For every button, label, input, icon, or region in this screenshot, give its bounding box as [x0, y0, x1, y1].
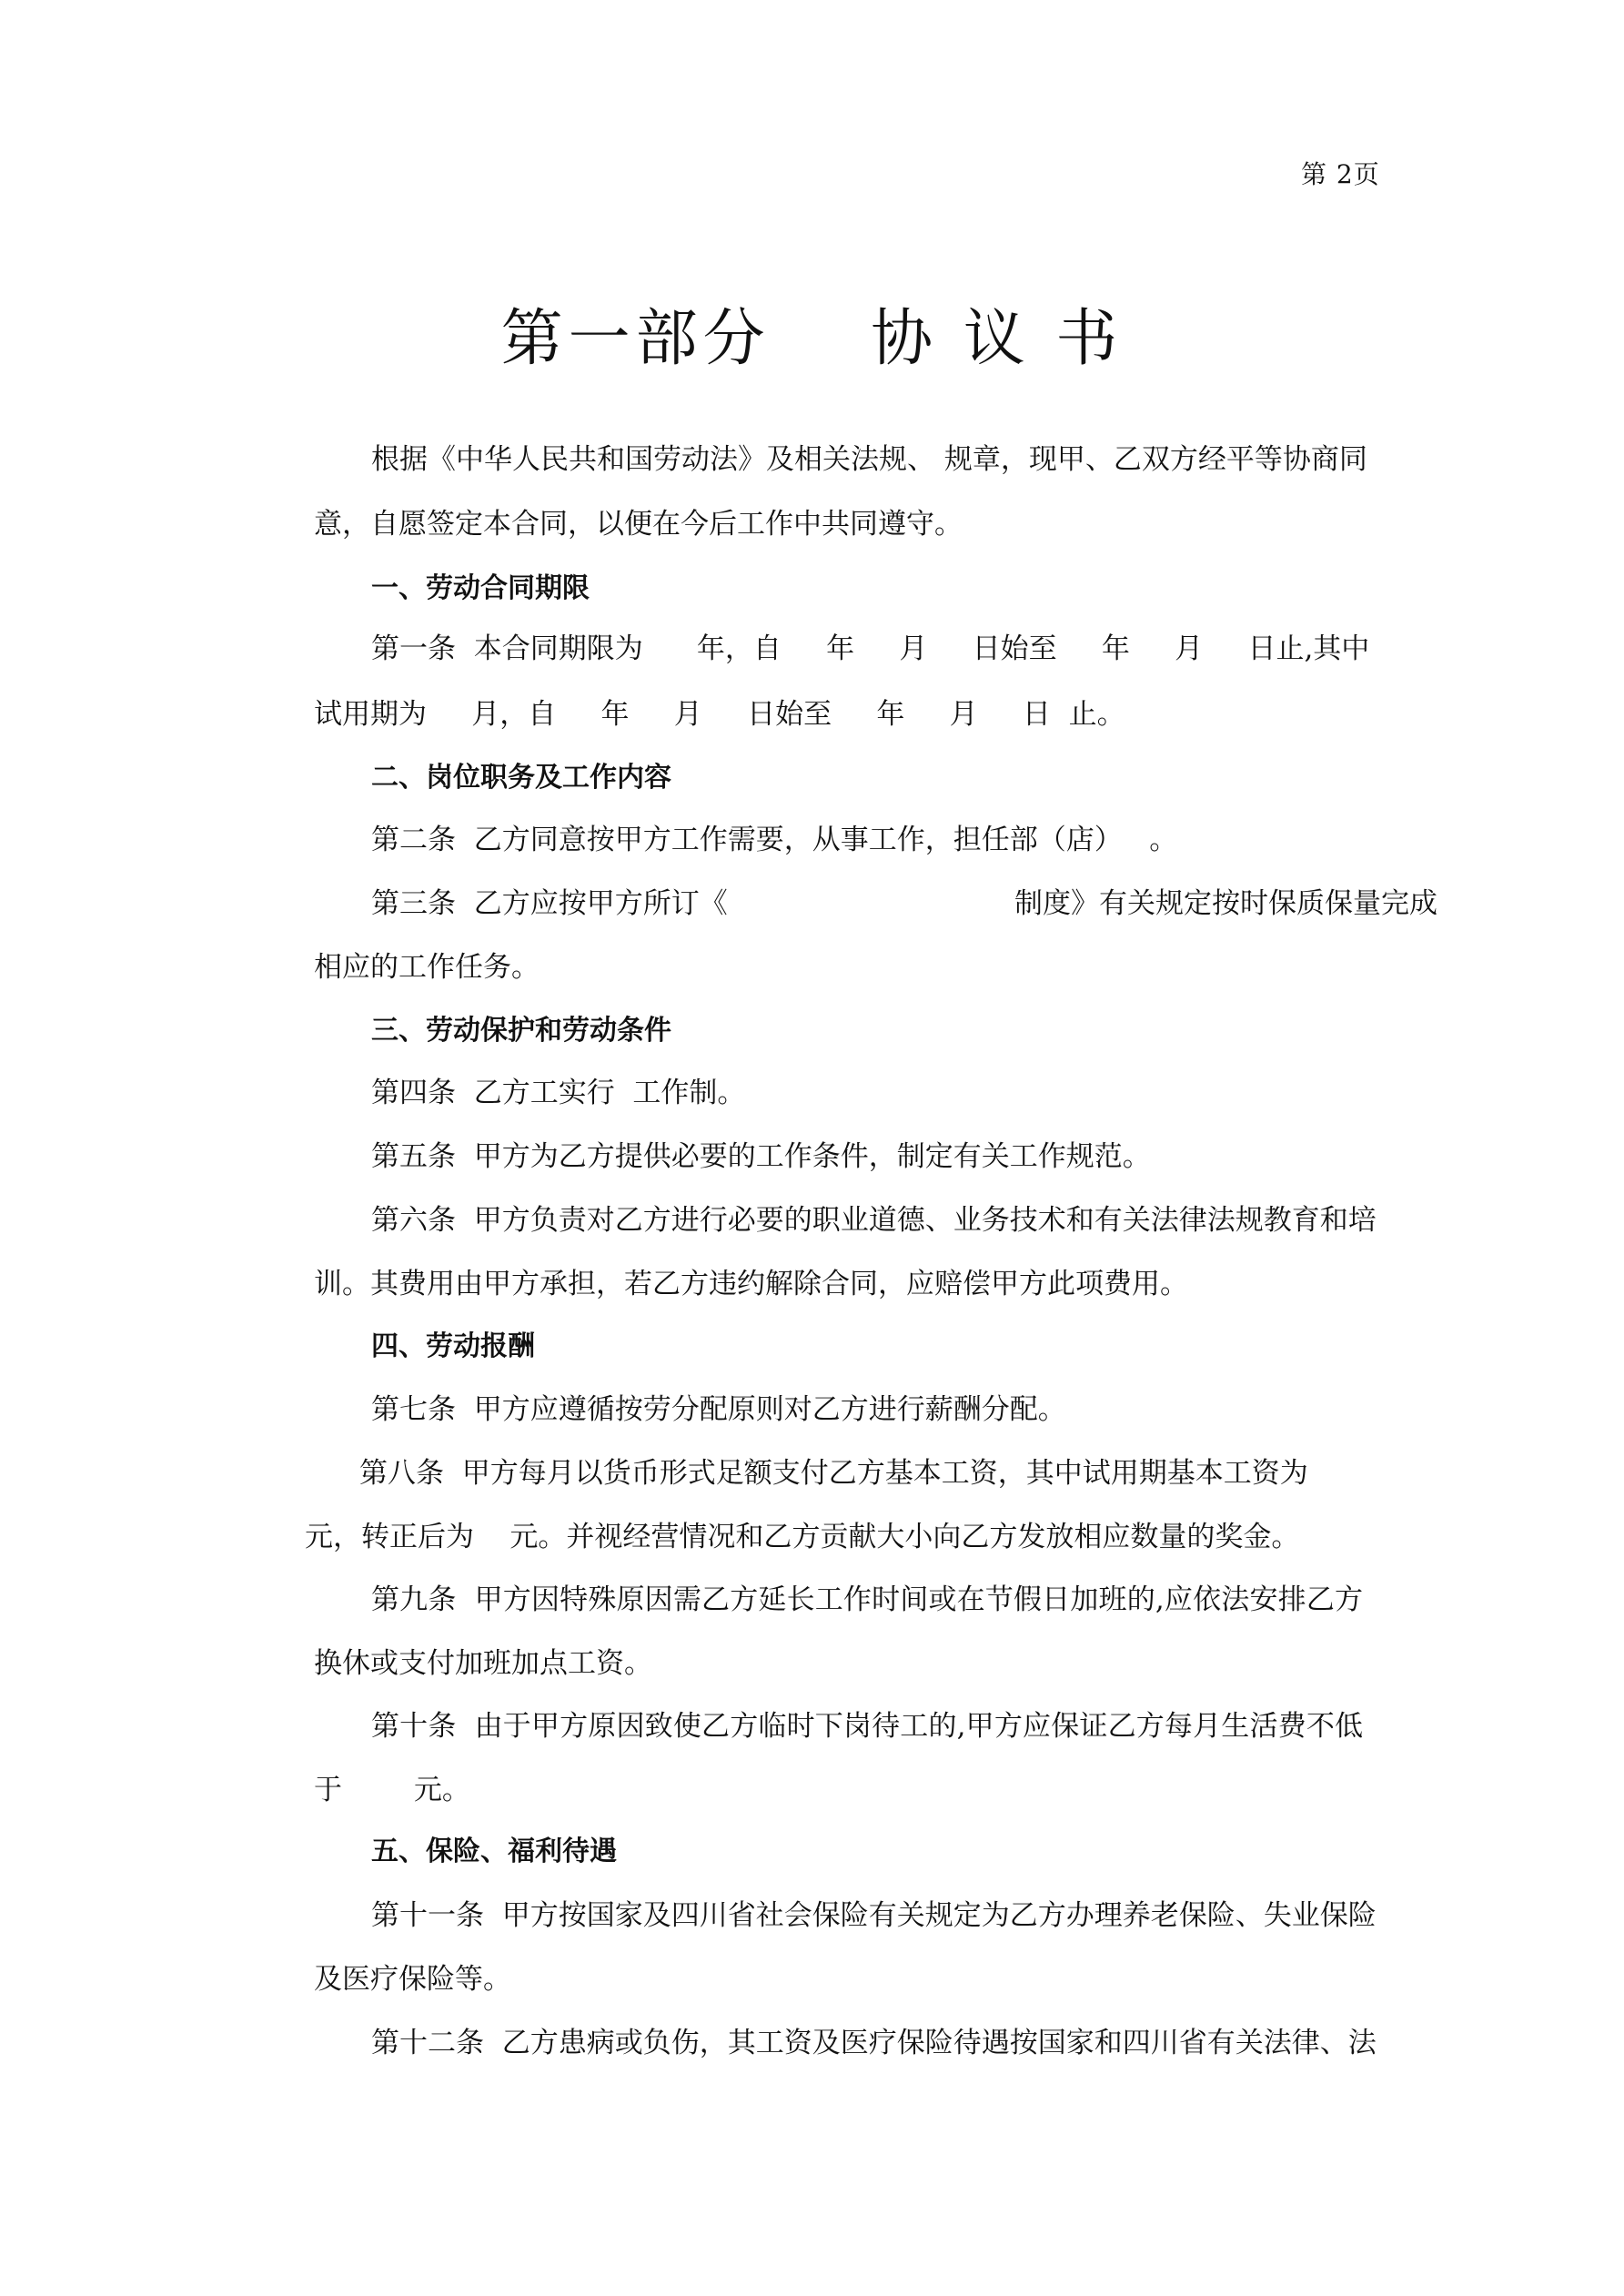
- article-7: 第七条 甲方应遵循按劳分配原则对乙方进行薪酬分配。: [371, 1393, 1066, 1426]
- document-title: 第一部分 协 议 书: [500, 303, 1124, 375]
- article-3-line-2: 相应的工作任务。: [314, 951, 540, 984]
- article-11-line-1: 第十一条 甲方按国家及四川省社会保险有关规定为乙方办理养老保险、失业保险: [371, 1899, 1377, 1932]
- section-heading-3: 三、劳动保护和劳动条件: [371, 1015, 671, 1047]
- article-9-line-2: 换休或支付加班加点工资。: [314, 1647, 652, 1680]
- section-heading-1: 一、劳动合同期限: [371, 572, 590, 604]
- article-11-line-2: 及医疗保险等。: [314, 1963, 511, 1996]
- article-1-line-1: 第一条 本合同期限为 年，自 年 月 日始至 年 月 日止,其中: [371, 632, 1370, 665]
- intro-line-1: 根据《中华人民共和国劳动法》及相关法规、 规章，现甲、乙双方经平等协商同: [371, 443, 1367, 476]
- article-5: 第五条 甲方为乙方提供必要的工作条件，制定有关工作规范。: [371, 1140, 1151, 1173]
- article-4: 第四条 乙方工实行 工作制。: [371, 1077, 746, 1109]
- article-10-line-1: 第十条 由于甲方原因致使乙方临时下岗待工的,甲方应保证乙方每月生活费不低: [371, 1710, 1363, 1743]
- article-10-line-2: 于 元。: [314, 1774, 470, 1806]
- article-8-line-2: 元，转正后为 元。并视经营情况和乙方贡献大小向乙方发放相应数量的奖金。: [305, 1521, 1300, 1553]
- article-8-line-1: 第八条 甲方每月以货币形式足额支付乙方基本工资，其中试用期基本工资为: [359, 1457, 1308, 1490]
- page-number: 第 2页: [1301, 159, 1380, 189]
- article-9-line-1: 第九条 甲方因特殊原因需乙方延长工作时间或在节假日加班的,应依法安排乙方: [371, 1583, 1363, 1616]
- article-3-line-1: 第三条 乙方应按甲方所订《 制度》有关规定按时保质保量完成: [371, 887, 1438, 920]
- article-6-line-1: 第六条 甲方负责对乙方进行必要的职业道德、业务技术和有关法律法规教育和培: [371, 1204, 1377, 1237]
- article-12-line-1: 第十二条 乙方患病或负伤，其工资及医疗保险待遇按国家和四川省有关法律、法: [371, 2027, 1377, 2059]
- article-2: 第二条 乙方同意按甲方工作需要，从事工作，担任部（店） 。: [371, 824, 1178, 856]
- section-heading-4: 四、劳动报酬: [371, 1330, 535, 1362]
- section-heading-5: 五、保险、福利待遇: [371, 1836, 617, 1867]
- section-heading-2: 二、岗位职务及工作内容: [371, 762, 671, 794]
- article-1-line-2: 试用期为 月，自 年 月 日始至 年 月 日 止。: [314, 698, 1125, 731]
- article-6-line-2: 训。其费用由甲方承担，若乙方违约解除合同，应赔偿甲方此项费用。: [314, 1268, 1188, 1300]
- intro-line-2: 意，自愿签定本合同，以便在今后工作中共同遵守。: [314, 508, 963, 541]
